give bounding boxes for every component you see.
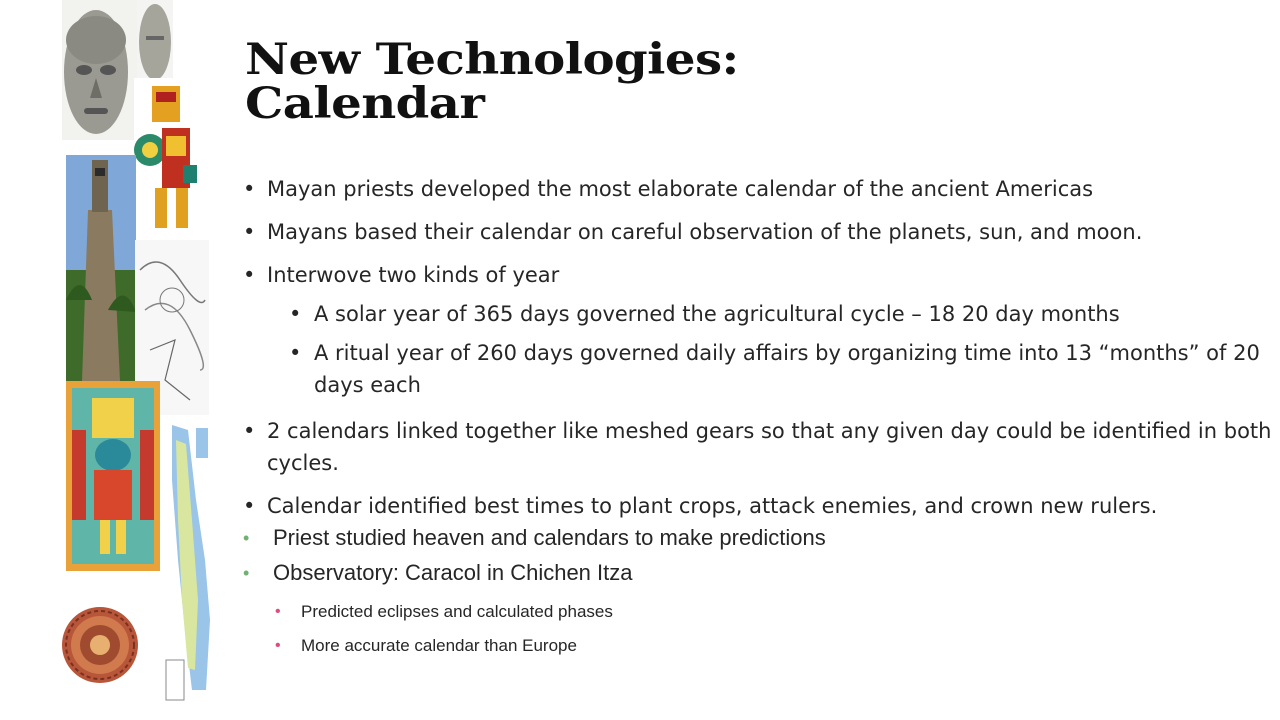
sub-bullet-item: • Predicted eclipses and calculated phases xyxy=(275,601,1273,623)
slide-title xyxy=(245,35,739,129)
aztec-calendar-stone-image xyxy=(62,607,138,683)
sub-bullet-item: • A ritual year of 260 days governed daily affairs by organizing time into 13 “months” of 20 days each xyxy=(289,337,1273,401)
bullet-item: • Interwove two kinds of year xyxy=(243,259,1273,291)
bullet-item: • Observatory: Caracol in Chichen Itza xyxy=(243,559,1273,587)
bullet-list xyxy=(243,173,1273,669)
bullet-item: • Calendar identified best times to plant crops, attack enemies, and crown new rulers. xyxy=(243,490,1273,522)
bullet-item: • Mayan priests developed the most elaborate calendar of the ancient Americas xyxy=(243,173,1273,205)
bullet-item: • 2 calendars linked together like meshed gears so that any given day could be identified in both cycles. xyxy=(243,415,1273,479)
aztec-warrior-image xyxy=(134,78,200,240)
mexico-map-image xyxy=(160,420,212,700)
sub-bullet-item: • A solar year of 365 days governed the agricultural cycle – 18 20 day months xyxy=(289,298,1273,330)
title-line-1: New Technologies: xyxy=(245,35,739,85)
bullet-item: • Mayans based their calendar on careful observation of the planets, sun, and moon. xyxy=(243,216,1273,248)
sub-bullet-item: • More accurate calendar than Europe xyxy=(275,635,1273,657)
mayan-temple-image xyxy=(66,155,136,381)
title-line-2: Calendar xyxy=(245,79,485,129)
bullet-item: • Priest studied heaven and calendars to make predictions xyxy=(243,524,1273,552)
aztec-painting-image xyxy=(66,381,160,571)
image-collage xyxy=(0,0,215,720)
